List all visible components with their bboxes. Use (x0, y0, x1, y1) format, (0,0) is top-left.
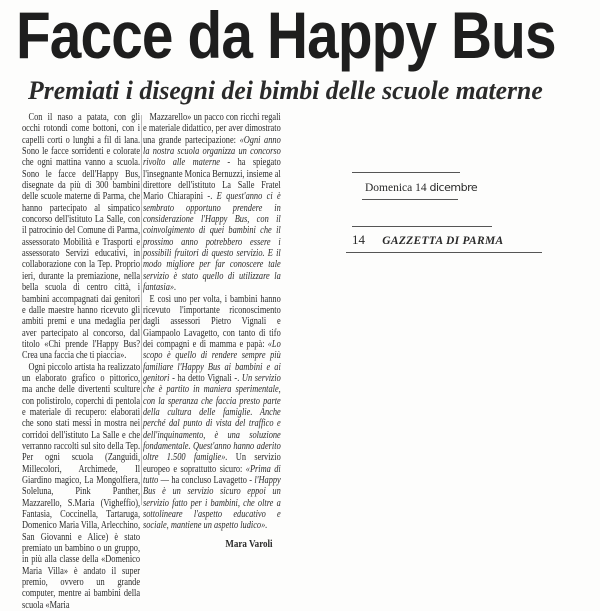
quote-text: «Lo scopo è quello di rendere sempre più familiare l'Happy Bus ai bambini e ai genitori (143, 338, 281, 384)
date-handwritten: dicembre (429, 181, 478, 194)
publication-name: GAZZETTA DI PARMA (382, 235, 504, 247)
date-rule-bottom (362, 199, 458, 200)
page-rule-bottom (346, 252, 542, 253)
body-text: E così uno per volta, i bambini hanno ricevuto l'importante riconoscimento dagli assessori Pietro Vignali e Giampaolo Lavagetto, con tanto di tifo dei compagni e di mamma e papà: (143, 293, 281, 350)
column-divider (141, 115, 142, 505)
body-text: Con il naso a patata, con gli occhi rotondi come bottoni, con i capelli corti o lunghi a fil di lana. Sono le facce sorridenti e colorate che ogni mattina vanno a scuola. Sono le facce dell'Happy Bus, disegnate da più di 300 bambini delle scuole materne di Parma, che hanno partecipato al simpatico concorso dell'istituto La Salle, con il patrocinio del Comune di Parma, assessorato Mobilità e Trasporti e assessorato Servizi educativi, in collaborazione con la Tep. Proprio ieri, durante la premiazione, nella bella scuola di centro città, i bambini accompagnati dai genitori e dalle maestre hanno ricevuto gli ambiti premi e una medaglia per aver partecipato al concorso, dal titolo «Chi prende l'Happy Bus? Crea una faccia che ti piaccia». (22, 112, 141, 362)
headline: Facce da Happy Bus (16, 0, 556, 72)
body-text: Mazzarello» un pacco con ricchi regali e materiale didattico, per aver dimostrato una grande partecipazione: (143, 112, 281, 146)
article-column-1 (22, 112, 140, 611)
paragraph (22, 362, 140, 611)
quote-text: «Prima di tutto (143, 463, 281, 486)
paragraph (143, 294, 281, 532)
paragraph (22, 112, 140, 362)
article-column-2 (143, 112, 281, 551)
quote-text: E quest'anno ci è sembrato opportuno prendere in considerazione l'Happy Bus, con il coinvolgimento di quei bambini che il prossimo anno potrebbero essere i possibili fruitori di questo servizio. E il modo migliore per far conoscere tale servizio è stato quello di utilizzare la fantasia». (143, 191, 281, 294)
body-text: Un servizio europeo e soprattutto sicuro: (143, 452, 281, 475)
quote-text: l'Happy Bus è un servizio sicuro eppoi un servizio fatto per i bambini, che oltre a sottolineare l'aspetto educativo e sociale, mantiene un aspetto ludico». (143, 475, 281, 532)
date-rule-top (352, 172, 460, 173)
body-text: Ogni piccolo artista ha realizzato un elaborato grafico o pittorico, ma anche delle divertenti sculture con polistirolo, coperchi di pentola e materiale di recupero: elaborati che sono stati messi in mostra nei corridoi dell'istituto La Salle e che verranno raccolti sul sito della Tep. Per ogni scuola (Zanguidi, Millecolori, Archimede, Il Giardino magico, La Mongolfiera, Soleluna, Pink Panther, Mazzarello, S.Maria (Vigheffio), Fantasia, Coccinella, Tartaruga, Domenico Maria Villa, Arlecchino, San Giovanni e Alice) è stato premiato un bambino o un gruppo, in più alla classe della «Domenico Maria Villa» è andato il super premio, ovvero un grande computer, mentre ai bambini della scuola «Maria (22, 361, 141, 611)
quote-text: Un servizio che è partito in maniera sperimentale, con la speranza che faccia presto parte della cultura delle famiglie. Anche perché dal punto di vista del traffico e dell'inquinamento, è una soluzione fondamentale. Quest'anno hanno aderito oltre 1.500 famiglie». (143, 372, 281, 464)
page-rule-top (352, 226, 492, 227)
body-text: - ha detto Vignali -. (169, 372, 242, 384)
body-text: - ha spiegato l'insegnante Monica Bernuzzi, insieme al direttore dell'istituto La Salle Fratel Mario Chiarapini -. (143, 157, 281, 203)
body-text: — ha concluso Lavagetto - (158, 475, 255, 486)
subtitle: Premiati i disegni dei bimbi delle scuole materne (28, 75, 543, 105)
date-printed: Domenica 14 (365, 182, 427, 194)
page-number: 14 (352, 232, 365, 247)
author-signature: Mara Varoli (225, 537, 273, 550)
paragraph (143, 112, 281, 294)
date-line (365, 181, 477, 195)
quote-text: «Ogni anno la nostra scuola organizza un concorso rivolto alle materne (143, 134, 281, 169)
page-header (352, 232, 503, 249)
